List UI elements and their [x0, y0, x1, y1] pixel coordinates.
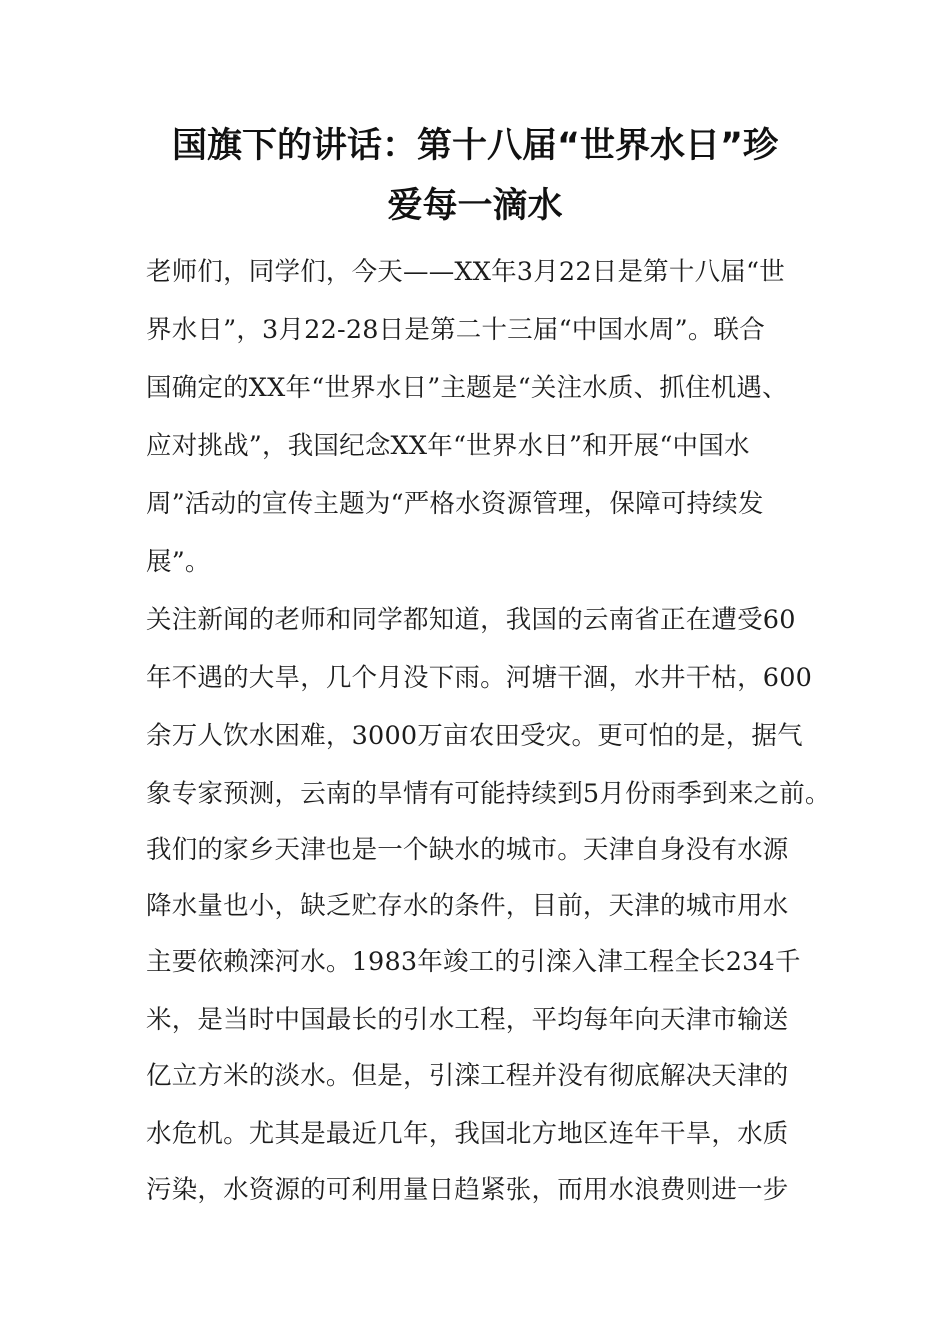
paragraph-line: 关注新闻的老师和同学都知道，我国的云南省正在遭受60	[146, 605, 796, 635]
paragraph-line: 展”。	[146, 547, 211, 577]
paragraph-line: 国确定的XX年“世界水日”主题是“关注水质、抓住机遇、	[146, 373, 788, 403]
paragraph-line: 米，是当时中国最长的引水工程，平均每年向天津市输送	[146, 1005, 789, 1035]
paragraph-line: 周”活动的宣传主题为“严格水资源管理，保障可持续发	[146, 489, 764, 519]
document-title-line-1: 国旗下的讲话：第十八届“世界水日”珍	[171, 126, 778, 166]
document-title-line-2: 爱每一滴水	[387, 186, 563, 226]
paragraph-line: 我们的家乡天津也是一个缺水的城市。天津自身没有水源	[146, 835, 789, 865]
paragraph-line: 界水日”，3月22-28日是第二十三届“中国水周”。联合	[146, 315, 765, 345]
paragraph-line: 亿立方米的淡水。但是，引滦工程并没有彻底解决天津的	[146, 1061, 789, 1091]
paragraph-line: 余万人饮水困难，3000万亩农田受灾。更可怕的是，据气	[146, 721, 803, 751]
paragraph-line: 老师们，同学们，今天——XX年3月22日是第十八届“世	[146, 257, 785, 287]
paragraph-line: 应对挑战”，我国纪念XX年“世界水日”和开展“中国水	[146, 431, 750, 461]
paragraph-line: 主要依赖滦河水。1983年竣工的引滦入津工程全长234千	[146, 947, 801, 977]
paragraph-line: 水危机。尤其是最近几年，我国北方地区连年干旱，水质	[146, 1119, 789, 1149]
paragraph-line: 降水量也小，缺乏贮存水的条件，目前，天津的城市用水	[146, 891, 789, 921]
paragraph-line: 污染，水资源的可利用量日趋紧张，而用水浪费则进一步	[146, 1175, 789, 1205]
paragraph-line: 年不遇的大旱，几个月没下雨。河塘干涸，水井干枯，600	[146, 663, 813, 693]
paragraph-line: 象专家预测，云南的旱情有可能持续到5月份雨季到来之前。	[146, 779, 831, 809]
